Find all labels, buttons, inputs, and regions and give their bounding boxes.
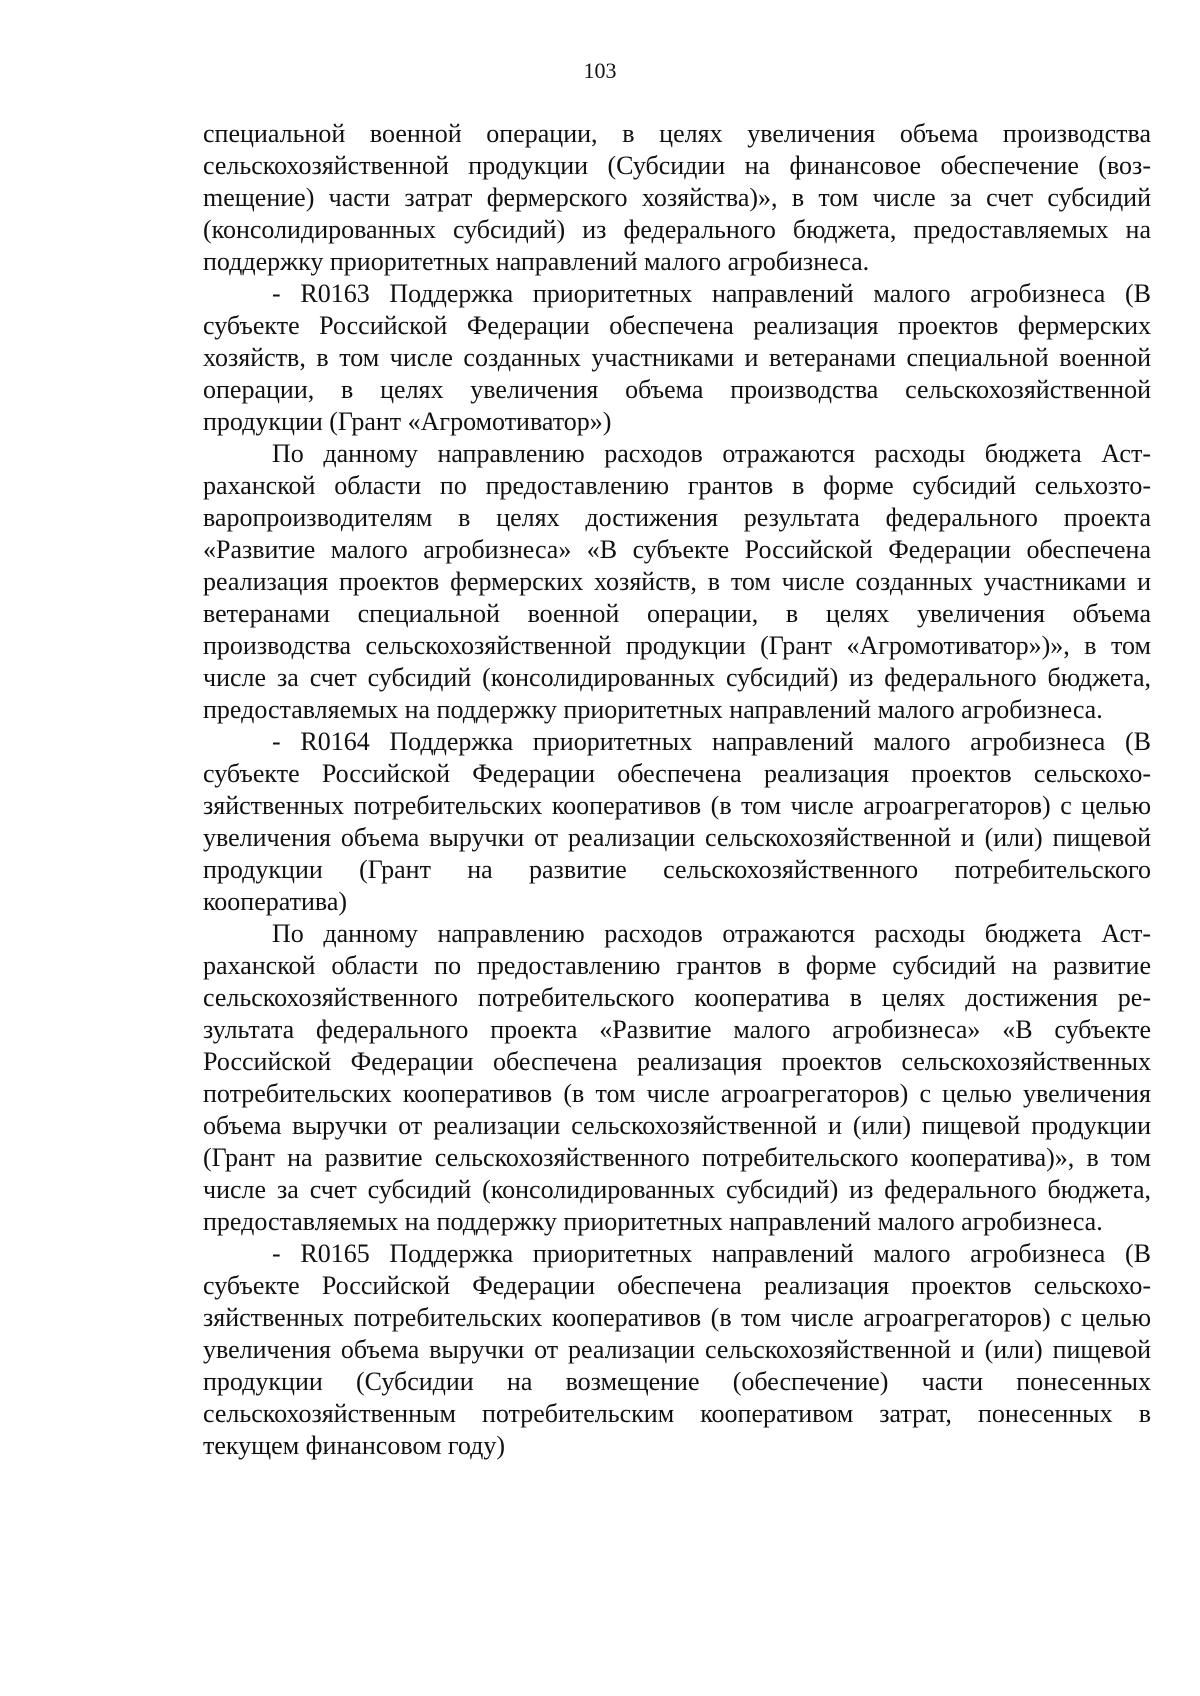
page-number: 103: [583, 58, 617, 83]
paragraph-r0165: - R0165 Поддержка приоритетных направлений малого агробизнеса (В субъекте Российской Федерации обеспечена реализация проектов сельскохозяйственных потребительских кооперативов (в том числе агроагрегаторов) с целью увеличения объема выручки от реализации сельскохозяйственной и (или) пищевой продукции (Субсидии на возмещение (обеспечение) части понесенных сельскохозяйственным потребительским кооперативом затрат, понесенных в текущем финансовом году): [203, 1239, 1151, 1460]
paragraph-r0164: - R0164 Поддержка приоритетных направлений малого агробизнеса (В субъекте Российской Федерации обеспечена реализация проектов сельскохозяйственных потребительских кооперативов (в том числе агроагрегаторов) с целью увеличения объема выручки от реализации сельскохозяйственной и (или) пищевой продукции (Грант на развитие сельскохозяйственного потребительского кооператива): [203, 727, 1151, 916]
paragraph-r0163-description: По данному направлению расходов отражаются расходы бюджета Астраханской области по предоставлению грантов в форме субсидий сельхозтоваропроизводителям в целях достижения результата федерального проекта «Развитие малого агробизнеса» «В субъекте Российской Федерации обеспечена реализация проектов фермерских хозяйств, в том числе созданных участниками и ветеранами специальной военной операции, в целях увеличения объема производства сельскохозяйственной продукции (Грант «Агромотиватор»)», в том числе за счет субсидий (консолидированных субсидий) из федерального бюджета, предоставляемых на поддержку приоритетных направлений малого агробизнеса.: [203, 439, 1151, 724]
paragraph-r0163: - R0163 Поддержка приоритетных направлений малого агробизнеса (В субъекте Российской Федерации обеспечена реализация проектов фермерских хозяйств, в том числе созданных участниками и ветеранами специальной военной операции, в целях увеличения объема производства сельскохозяйственной продукции (Грант «Агромотиватор»): [203, 279, 1151, 436]
document-body: [203, 118, 1151, 1462]
paragraph-continuation: специальной военной операции, в целях увеличения объема производства сельскохозяйственной продукции (Субсидии на финансовое обеспечение (возmещение) части затрат фермерского хозяйства)», в том числе за счет субсидий (консолидированных субсидий) из федерального бюджета, предоставляемых на поддержку приоритетных направлений малого агробизнеса.: [203, 119, 1151, 276]
paragraph-r0164-description: По данному направлению расходов отражаются расходы бюджета Астраханской области по предоставлению грантов в форме субсидий на развитие сельскохозяйственного потребительского кооператива в целях достижения результата федерального проекта «Развитие малого агробизнеса» «В субъекте Российской Федерации обеспечена реализация проектов сельскохозяйственных потребительских кооперативов (в том числе агроагрегаторов) с целью увеличения объема выручки от реализации сельскохозяйственной и (или) пищевой продукции (Грант на развитие сельскохозяйственного потребительского кооператива)», в том числе за счет субсидий (консолидированных субсидий) из федерального бюджета, предоставляемых на поддержку приоритетных направлений малого агробизнеса.: [203, 919, 1151, 1236]
